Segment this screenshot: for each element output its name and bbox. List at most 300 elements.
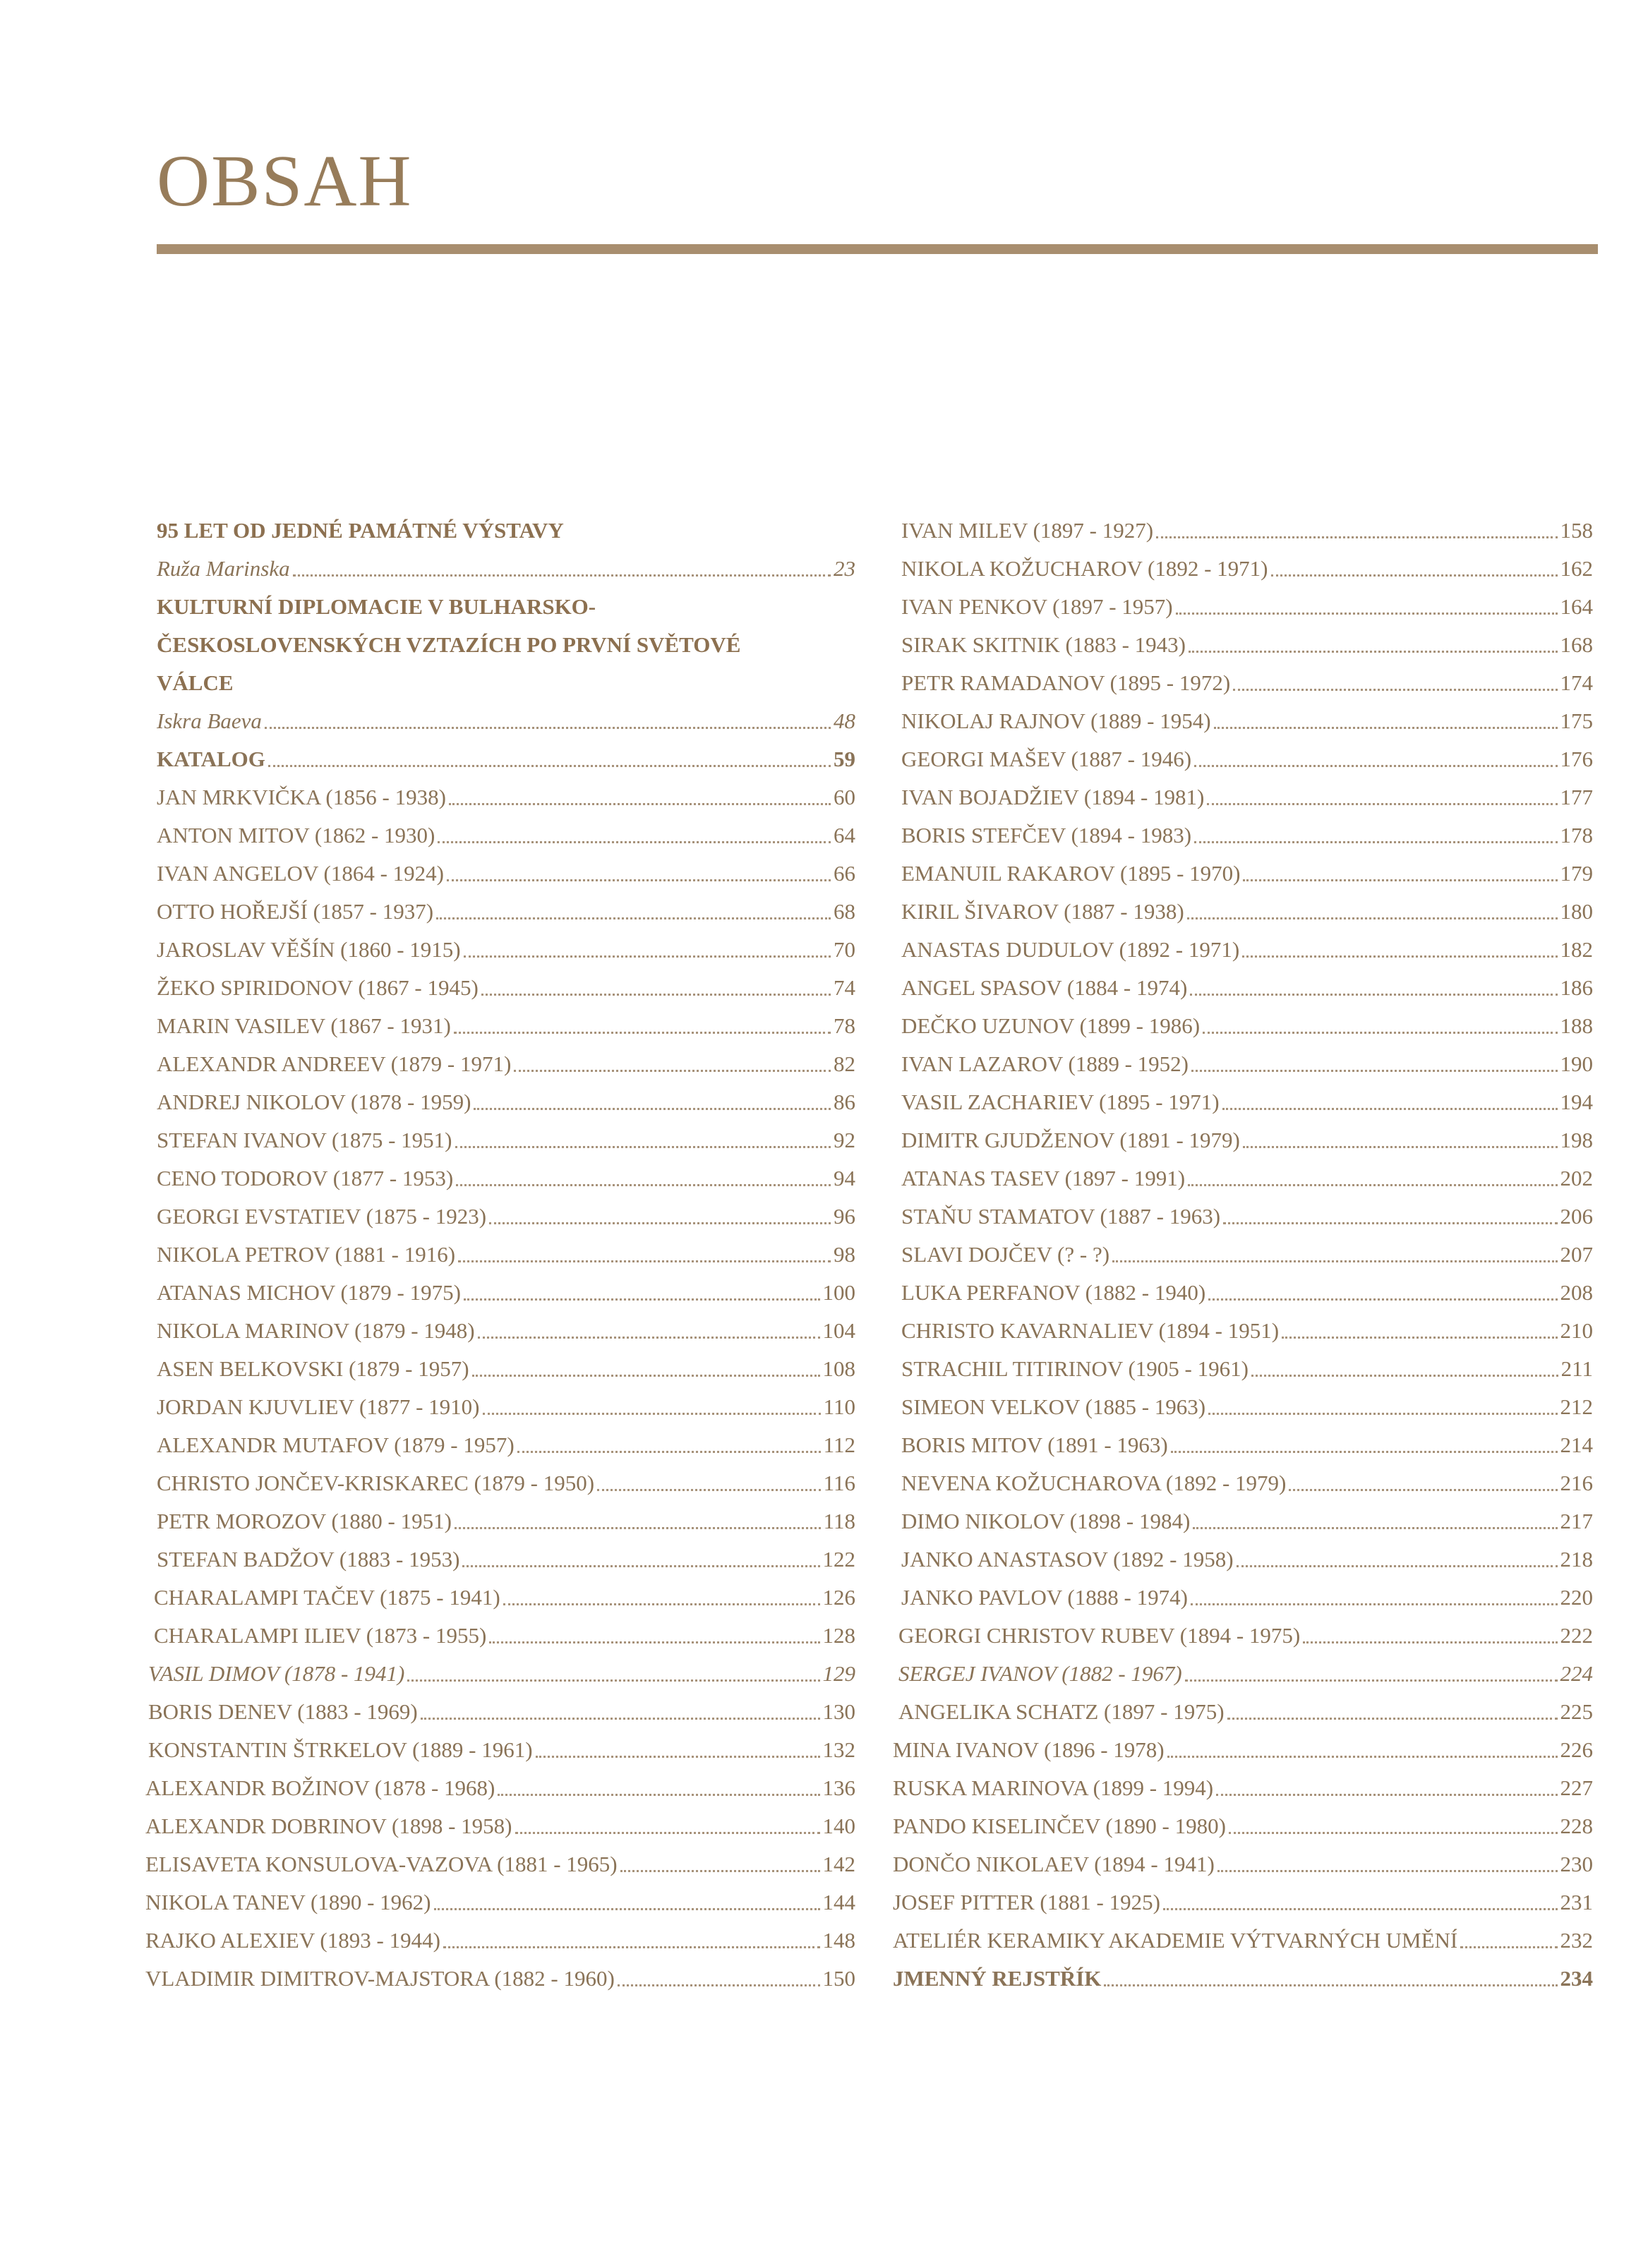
toc-page-number: 130 — [822, 1699, 855, 1724]
toc-entry[interactable] — [157, 969, 855, 1007]
toc-entry[interactable] — [901, 1007, 1593, 1045]
toc-page-number: 207 — [1560, 1242, 1593, 1267]
toc-page-number: 210 — [1560, 1318, 1593, 1343]
toc-entry-title: SLAVI DOJČEV (? - ?) — [901, 1242, 1110, 1267]
dot-leader — [1187, 917, 1558, 919]
toc-entry-title: BORIS MITOV (1891 - 1963) — [901, 1432, 1168, 1457]
dot-leader — [472, 1374, 820, 1377]
toc-page-number: 227 — [1560, 1775, 1593, 1800]
toc-entry[interactable] — [145, 1960, 855, 1998]
dot-leader — [1217, 1869, 1558, 1872]
toc-page-number: 86 — [834, 1090, 855, 1114]
toc-entry[interactable] — [901, 1426, 1593, 1464]
toc-entry-title: NIKOLA PETROV (1881 - 1916) — [157, 1242, 456, 1267]
toc-page-number: 208 — [1560, 1280, 1593, 1305]
dot-leader — [1208, 1298, 1557, 1301]
toc-entry-title: SIMEON VELKOV (1885 - 1963) — [901, 1394, 1206, 1419]
toc-page-number: 59 — [834, 747, 855, 771]
dot-leader — [618, 1984, 820, 1986]
toc-entry[interactable] — [157, 1121, 855, 1159]
toc-entry[interactable] — [898, 1617, 1593, 1655]
toc-page-number: 228 — [1560, 1814, 1593, 1838]
toc-entry-title: IVAN BOJADŽIEV (1894 - 1981) — [901, 785, 1205, 809]
toc-page-number: 48 — [834, 708, 855, 733]
toc-entry[interactable] — [901, 1274, 1593, 1312]
section-heading: VÁLCE — [157, 670, 234, 695]
toc-entry-title: ANGEL SPASOV (1884 - 1974) — [901, 975, 1188, 1000]
toc-entry-title: SIRAK SKITNIK (1883 - 1943) — [901, 632, 1186, 657]
toc-entry-title: IVAN MILEV (1897 - 1927) — [901, 518, 1154, 543]
toc-page-number: 175 — [1560, 708, 1593, 733]
toc-entry[interactable] — [157, 778, 855, 816]
dot-leader — [1460, 1946, 1557, 1948]
toc-entry-title: ANTON MITOV (1862 - 1930) — [157, 823, 435, 848]
toc-entry-title: ATANAS TASEV (1897 - 1991) — [901, 1166, 1186, 1190]
toc-entry[interactable] — [893, 1807, 1593, 1845]
toc-entry-title: IVAN LAZAROV (1889 - 1952) — [901, 1051, 1189, 1076]
toc-page-number: 188 — [1560, 1013, 1593, 1038]
toc-entry-title: VASIL ZACHARIEV (1895 - 1971) — [901, 1090, 1220, 1114]
toc-entry[interactable] — [901, 1388, 1593, 1426]
toc-entry-title: ATELIÉR KERAMIKY AKADEMIE VÝTVARNÝCH UMĚNÍ — [893, 1928, 1458, 1953]
toc-page-number: 96 — [834, 1204, 855, 1229]
toc-entry-title: GEORGI EVSTATIEV (1875 - 1923) — [157, 1204, 487, 1229]
toc-entry-title: STEFAN BADŽOV (1883 - 1953) — [157, 1547, 460, 1572]
toc-entry[interactable] — [157, 1007, 855, 1045]
toc-entry-title: CHARALAMPI TAČEV (1875 - 1941) — [154, 1585, 500, 1610]
dot-leader — [481, 993, 831, 996]
toc-entry[interactable] — [901, 1540, 1593, 1579]
toc-entry[interactable] — [893, 1960, 1593, 1998]
dot-leader — [1104, 1984, 1557, 1986]
toc-entry[interactable] — [901, 626, 1593, 664]
section-heading: KULTURNÍ DIPLOMACIE V BULHARSKO- — [157, 594, 596, 619]
toc-entry-title: Iskra Baeva — [157, 708, 262, 733]
dot-leader — [464, 955, 831, 958]
toc-entry[interactable] — [901, 778, 1593, 816]
toc-page-number: 224 — [1560, 1661, 1593, 1686]
toc-entry[interactable] — [157, 893, 855, 931]
dot-leader — [436, 917, 831, 919]
dot-leader — [536, 1755, 820, 1758]
toc-entry[interactable] — [901, 550, 1593, 588]
toc-page-number: 182 — [1560, 937, 1593, 962]
toc-entry-title: EMANUIL RAKAROV (1895 - 1970) — [901, 861, 1241, 886]
toc-page-number: 64 — [834, 823, 855, 848]
toc-entry[interactable] — [898, 1655, 1593, 1693]
toc-entry[interactable] — [157, 816, 855, 855]
toc-entry-title: JAROSLAV VĚŠÍN (1860 - 1915) — [157, 937, 461, 962]
toc-entry[interactable] — [901, 1579, 1593, 1617]
toc-entry-title: KATALOG — [157, 747, 265, 771]
toc-entry[interactable] — [893, 1769, 1593, 1807]
dot-leader — [1233, 688, 1557, 691]
toc-entry-title: JANKO ANASTASOV (1892 - 1958) — [901, 1547, 1234, 1572]
toc-entry[interactable] — [154, 1579, 855, 1617]
dot-leader — [421, 1717, 820, 1720]
toc-entry-title: ALEXANDR BOŽINOV (1878 - 1968) — [145, 1775, 495, 1800]
toc-entry-title: ANGELIKA SCHATZ (1897 - 1975) — [898, 1699, 1225, 1724]
toc-entry[interactable] — [157, 1198, 855, 1236]
toc-entry[interactable] — [901, 512, 1593, 550]
toc-entry[interactable] — [898, 1693, 1593, 1731]
toc-entry[interactable] — [157, 1502, 855, 1540]
toc-entry-title: ALEXANDR DOBRINOV (1898 - 1958) — [145, 1814, 512, 1838]
toc-column-left — [145, 512, 855, 1998]
toc-entry-title: PETR MOROZOV (1880 - 1951) — [157, 1509, 452, 1533]
toc-entry-title: ASEN BELKOVSKI (1879 - 1957) — [157, 1356, 469, 1381]
dot-leader — [1237, 1564, 1558, 1567]
toc-page-number: 164 — [1560, 594, 1593, 619]
toc-page-number: 158 — [1560, 518, 1593, 543]
toc-entry-title: NEVENA KOŽUCHAROVA (1892 - 1979) — [901, 1471, 1287, 1495]
toc-entry[interactable] — [157, 1426, 855, 1464]
toc-entry-title: DEČKO UZUNOV (1899 - 1986) — [901, 1013, 1201, 1038]
toc-entry[interactable] — [145, 1922, 855, 1960]
toc-page-number: 23 — [834, 556, 855, 581]
dot-leader — [407, 1679, 819, 1682]
toc-page-number: 225 — [1560, 1699, 1593, 1724]
dot-leader — [1214, 726, 1558, 729]
toc-page-number: 230 — [1560, 1852, 1593, 1876]
toc-entry-title: KONSTANTIN ŠTRKELOV (1889 - 1961) — [148, 1737, 533, 1762]
toc-entry[interactable] — [157, 855, 855, 893]
toc-entry[interactable] — [145, 1883, 855, 1922]
toc-entry-title: BORIS DENEV (1883 - 1969) — [148, 1699, 418, 1724]
toc-entry-title: ELISAVETA KONSULOVA-VAZOVA (1881 - 1965) — [145, 1852, 618, 1876]
toc-page-number: 222 — [1560, 1623, 1593, 1648]
toc-entry-title: JOSEF PITTER (1881 - 1925) — [893, 1890, 1160, 1914]
toc-page-number: 179 — [1560, 861, 1593, 886]
dot-leader — [1112, 1260, 1557, 1262]
dot-leader — [620, 1869, 820, 1872]
toc-entry-title: NIKOLAJ RAJNOV (1889 - 1954) — [901, 708, 1211, 733]
toc-entry[interactable] — [901, 1121, 1593, 1159]
toc-entry-title: IVAN ANGELOV (1864 - 1924) — [157, 861, 444, 886]
section-heading: ČESKOSLOVENSKÝCH VZTAZÍCH PO PRVNÍ SVĚTOVÉ — [157, 632, 741, 657]
dot-leader — [1242, 955, 1557, 958]
toc-entry[interactable] — [901, 1312, 1593, 1350]
toc-entry-title: CENO TODOROV (1877 - 1953) — [157, 1166, 454, 1190]
toc-entry-title: NIKOLA KOŽUCHAROV (1892 - 1971) — [901, 556, 1268, 581]
toc-entry-title: VASIL DIMOV (1878 - 1941) — [148, 1661, 405, 1686]
toc-page-number: 68 — [834, 899, 855, 924]
toc-page-number: 144 — [822, 1890, 855, 1914]
toc-page-number: 78 — [834, 1013, 855, 1038]
dot-leader — [1282, 1336, 1557, 1339]
toc-page-number: 148 — [822, 1928, 855, 1953]
toc-entry-title: ATANAS MICHOV (1879 - 1975) — [157, 1280, 461, 1305]
toc-page-number: 218 — [1560, 1547, 1593, 1572]
toc-page-number: 186 — [1560, 975, 1593, 1000]
toc-page-number: 116 — [823, 1471, 855, 1495]
dot-leader — [462, 1564, 819, 1567]
dot-leader — [1191, 1603, 1558, 1605]
title-divider — [157, 244, 1598, 254]
toc-entry[interactable] — [901, 816, 1593, 855]
toc-entry[interactable] — [901, 855, 1593, 893]
toc-page-number: 142 — [822, 1852, 855, 1876]
toc-entry-title: ALEXANDR ANDREEV (1879 - 1971) — [157, 1051, 512, 1076]
dot-leader — [1223, 1222, 1557, 1224]
toc-entry[interactable] — [157, 931, 855, 969]
toc-page-number: 70 — [834, 937, 855, 962]
toc-entry-title: KIRIL ŠIVAROV (1887 - 1938) — [901, 899, 1184, 924]
dot-leader — [1227, 1717, 1558, 1720]
toc-entry-title: RAJKO ALEXIEV (1893 - 1944) — [145, 1928, 440, 1953]
toc-entry[interactable] — [145, 1845, 855, 1883]
dot-leader — [447, 879, 831, 881]
toc-entry[interactable] — [157, 1312, 855, 1350]
toc-page-number: 128 — [822, 1623, 855, 1648]
dot-leader — [454, 1031, 831, 1034]
toc-entry[interactable] — [148, 1655, 855, 1693]
toc-page-number: 180 — [1560, 899, 1593, 924]
toc-entry[interactable] — [148, 1693, 855, 1731]
toc-page-number: 177 — [1560, 785, 1593, 809]
toc-entry[interactable] — [157, 740, 855, 778]
toc-entry-title: GEORGI CHRISTOV RUBEV (1894 - 1975) — [898, 1623, 1301, 1648]
toc-entry-title: STEFAN IVANOV (1875 - 1951) — [157, 1128, 452, 1152]
toc-entry-title: NIKOLA TANEV (1890 - 1962) — [145, 1890, 431, 1914]
toc-entry-title: GEORGI MAŠEV (1887 - 1946) — [901, 747, 1192, 771]
dot-leader — [1194, 840, 1557, 843]
toc-page-number: 136 — [822, 1775, 855, 1800]
toc-entry[interactable] — [154, 1617, 855, 1655]
dot-leader — [1271, 574, 1558, 577]
toc-entry[interactable] — [157, 1388, 855, 1426]
dot-leader — [1194, 764, 1557, 767]
toc-page-number: 104 — [822, 1318, 855, 1343]
toc-entry[interactable] — [901, 1159, 1593, 1198]
toc-entry-title: JMENNÝ REJSTŘÍK — [893, 1966, 1102, 1991]
toc-entry[interactable] — [893, 1731, 1593, 1769]
toc-entry-title: CHARALAMPI ILIEV (1873 - 1955) — [154, 1623, 487, 1648]
toc-entry[interactable] — [901, 740, 1593, 778]
toc-entry-title: JORDAN KJUVLIEV (1877 - 1910) — [157, 1394, 480, 1419]
dot-leader — [449, 802, 831, 805]
toc-entry-title: NIKOLA MARINOV (1879 - 1948) — [157, 1318, 475, 1343]
toc-entry-title: RUSKA MARINOVA (1899 - 1994) — [893, 1775, 1214, 1800]
toc-column-right — [893, 512, 1593, 1998]
toc-entry[interactable] — [901, 1083, 1593, 1121]
toc-entry-title: CHRISTO KAVARNALIEV (1894 - 1951) — [901, 1318, 1280, 1343]
toc-entry[interactable] — [893, 1845, 1593, 1883]
dot-leader — [434, 1907, 820, 1910]
dot-leader — [1156, 536, 1557, 538]
dot-leader — [597, 1488, 821, 1491]
toc-entry[interactable] — [145, 1769, 855, 1807]
dot-leader — [456, 1183, 831, 1186]
toc-entry-title: PETR RAMADANOV (1895 - 1972) — [901, 670, 1231, 695]
toc-entry[interactable] — [157, 1464, 855, 1502]
dot-leader — [498, 1793, 819, 1796]
toc-page-number: 211 — [1560, 1356, 1593, 1381]
dot-leader — [1229, 1831, 1558, 1834]
toc-page-number: 176 — [1560, 747, 1593, 771]
toc-page-number: 132 — [822, 1737, 855, 1762]
dot-leader — [265, 726, 831, 729]
toc-entry[interactable] — [157, 1236, 855, 1274]
dot-leader — [268, 764, 831, 767]
toc-entry[interactable] — [157, 1083, 855, 1121]
dot-leader — [1251, 1374, 1558, 1377]
dot-leader — [1216, 1793, 1557, 1796]
dot-leader — [1203, 1031, 1557, 1034]
toc-page-number: 231 — [1560, 1890, 1593, 1914]
dot-leader — [443, 1946, 820, 1948]
toc-entry-title: SERGEJ IVANOV (1882 - 1967) — [898, 1661, 1182, 1686]
toc-entry-title: LUKA PERFANOV (1882 - 1940) — [901, 1280, 1206, 1305]
toc-entry[interactable] — [157, 1045, 855, 1083]
dot-leader — [293, 574, 831, 577]
toc-entry-title: IVAN PENKOV (1897 - 1957) — [901, 594, 1173, 619]
toc-page-number: 216 — [1560, 1471, 1593, 1495]
toc-author-entry[interactable] — [157, 550, 855, 588]
dot-leader — [1176, 612, 1558, 615]
toc-entry-title: DONČO NIKOLAEV (1894 - 1941) — [893, 1852, 1215, 1876]
toc-entry[interactable] — [157, 1159, 855, 1198]
dot-leader — [1190, 993, 1557, 996]
toc-entry-title: PANDO KISELINČEV (1890 - 1980) — [893, 1814, 1226, 1838]
dot-leader — [1193, 1526, 1557, 1529]
dot-leader — [517, 1450, 821, 1453]
toc-author-entry[interactable] — [157, 702, 855, 740]
page-title: OBSAH — [157, 140, 413, 222]
dot-leader — [483, 1412, 821, 1415]
dot-leader — [478, 1336, 820, 1339]
toc-page-number: 82 — [834, 1051, 855, 1076]
toc-page-number: 126 — [822, 1585, 855, 1610]
toc-page-number: 140 — [822, 1814, 855, 1838]
toc-page-number: 66 — [834, 861, 855, 886]
toc-page-number: 110 — [823, 1394, 855, 1419]
toc-entry[interactable] — [145, 1807, 855, 1845]
toc-entry-title: JANKO PAVLOV (1888 - 1974) — [901, 1585, 1188, 1610]
toc-entry-title: Ruža Marinska — [157, 556, 290, 581]
toc-page-number: 100 — [822, 1280, 855, 1305]
toc-page-number: 92 — [834, 1128, 855, 1152]
toc-entry-title: VLADIMIR DIMITROV-MAJSTORA (1882 - 1960) — [145, 1966, 615, 1991]
toc-entry-title: MARIN VASILEV (1867 - 1931) — [157, 1013, 451, 1038]
toc-entry[interactable] — [157, 1350, 855, 1388]
dot-leader — [1289, 1488, 1557, 1491]
toc-page-number: 129 — [822, 1661, 855, 1686]
toc-entry[interactable] — [901, 1045, 1593, 1083]
toc-entry-title: JAN MRKVIČKA (1856 - 1938) — [157, 785, 446, 809]
dot-leader — [1167, 1755, 1558, 1758]
dot-leader — [1243, 1145, 1558, 1148]
toc-entry[interactable] — [901, 1198, 1593, 1236]
dot-leader — [514, 1069, 831, 1072]
toc-page-number: 232 — [1560, 1928, 1593, 1953]
dot-leader — [1222, 1107, 1558, 1110]
toc-entry[interactable] — [901, 1464, 1593, 1502]
dot-leader — [489, 1222, 831, 1224]
dot-leader — [464, 1298, 820, 1301]
toc-page-number: 226 — [1560, 1737, 1593, 1762]
dot-leader — [1189, 650, 1558, 653]
toc-entry[interactable] — [893, 1922, 1593, 1960]
dot-leader — [1188, 1183, 1557, 1186]
toc-page-number: 150 — [822, 1966, 855, 1991]
dot-leader — [515, 1831, 820, 1834]
toc-entry[interactable] — [157, 1540, 855, 1579]
toc-page-number: 174 — [1560, 670, 1593, 695]
dot-leader — [1243, 879, 1557, 881]
toc-entry[interactable] — [901, 931, 1593, 969]
toc-page-number: 214 — [1560, 1432, 1593, 1457]
toc-entry[interactable] — [901, 893, 1593, 931]
toc-entry-title: ANASTAS DUDULOV (1892 - 1971) — [901, 937, 1240, 962]
dot-leader — [1207, 802, 1557, 805]
toc-entry-title: ŽEKO SPIRIDONOV (1867 - 1945) — [157, 975, 479, 1000]
toc-page-number: 162 — [1560, 556, 1593, 581]
toc-page-number: 118 — [823, 1509, 855, 1533]
dot-leader — [1208, 1412, 1557, 1415]
toc-entry-title: DIMO NIKOLOV (1898 - 1984) — [901, 1509, 1191, 1533]
toc-entry[interactable] — [901, 1350, 1593, 1388]
dot-leader — [1185, 1679, 1558, 1682]
toc-entry[interactable] — [901, 969, 1593, 1007]
dot-leader — [474, 1107, 831, 1110]
section-heading: 95 LET OD JEDNÉ PAMÁTNÉ VÝSTAVY — [157, 518, 564, 543]
dot-leader — [455, 1526, 821, 1529]
toc-page-number: 194 — [1560, 1090, 1593, 1114]
toc-entry[interactable] — [901, 702, 1593, 740]
toc-entry-title: BORIS STEFČEV (1894 - 1983) — [901, 823, 1192, 848]
toc-entry[interactable] — [901, 1502, 1593, 1540]
toc-page-number: 234 — [1560, 1966, 1593, 1991]
toc-page-number: 178 — [1560, 823, 1593, 848]
toc-page-number: 220 — [1560, 1585, 1593, 1610]
dot-leader — [1163, 1907, 1558, 1910]
dot-leader — [438, 840, 831, 843]
toc-page-number: 198 — [1560, 1128, 1593, 1152]
toc-entry[interactable] — [901, 1236, 1593, 1274]
dot-leader — [1303, 1641, 1557, 1643]
toc-entry[interactable] — [893, 1883, 1593, 1922]
dot-leader — [503, 1603, 820, 1605]
dot-leader — [1171, 1450, 1558, 1453]
toc-page-number: 190 — [1560, 1051, 1593, 1076]
toc-page-number: 94 — [834, 1166, 855, 1190]
toc-entry[interactable] — [901, 664, 1593, 702]
dot-leader — [458, 1260, 831, 1262]
toc-entry-title: ALEXANDR MUTAFOV (1879 - 1957) — [157, 1432, 515, 1457]
toc-entry-title: STRACHIL TITIRINOV (1905 - 1961) — [901, 1356, 1249, 1381]
toc-page-number: 202 — [1560, 1166, 1593, 1190]
toc-page-number: 217 — [1560, 1509, 1593, 1533]
dot-leader — [455, 1145, 831, 1148]
toc-entry[interactable] — [157, 1274, 855, 1312]
toc-page-number: 108 — [822, 1356, 855, 1381]
toc-entry-title: STAŇU STAMATOV (1887 - 1963) — [901, 1204, 1221, 1229]
toc-page-number: 122 — [822, 1547, 855, 1572]
toc-page-number: 74 — [834, 975, 855, 1000]
toc-page-number: 60 — [834, 785, 855, 809]
toc-entry-title: OTTO HOŘEJŠÍ (1857 - 1937) — [157, 899, 434, 924]
toc-entry[interactable] — [148, 1731, 855, 1769]
toc-page-number: 212 — [1560, 1394, 1593, 1419]
toc-entry-title: DIMITR GJUDŽENOV (1891 - 1979) — [901, 1128, 1240, 1152]
toc-entry-title: ANDREJ NIKOLOV (1878 - 1959) — [157, 1090, 471, 1114]
toc-page-number: 98 — [834, 1242, 855, 1267]
toc-page-number: 112 — [823, 1432, 855, 1457]
toc-entry[interactable] — [901, 588, 1593, 626]
dot-leader — [489, 1641, 819, 1643]
toc-page-number: 168 — [1560, 632, 1593, 657]
